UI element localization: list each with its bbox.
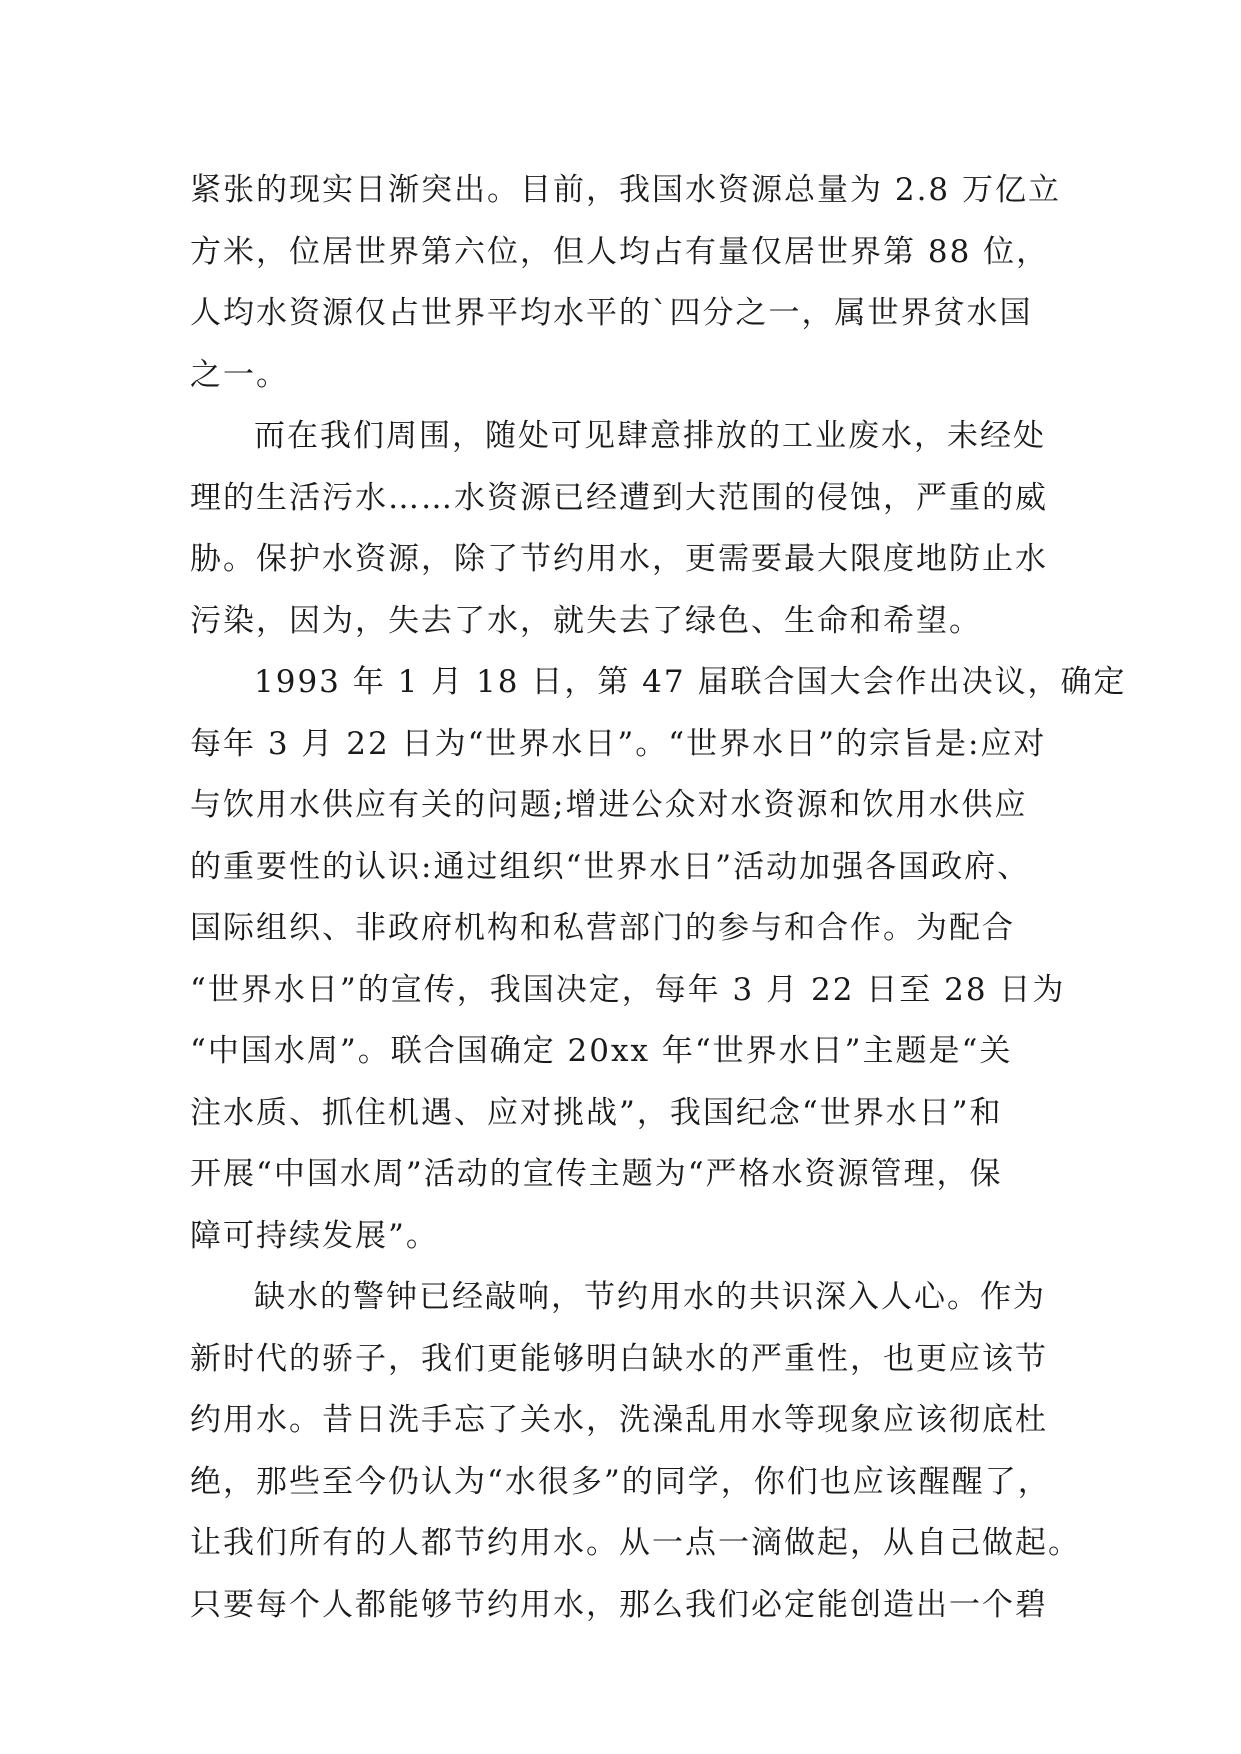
- text-line: 绝，那些至今仍认为“水很多”的同学，你们也应该醒醒了，: [190, 1463, 1051, 1500]
- paragraph-pollution: [190, 406, 1050, 652]
- text-line: 污染，因为，失去了水，就失去了绿色、生命和希望。: [190, 602, 982, 639]
- text-line: 约用水。昔日洗手忘了关水，洗澡乱用水等现象应该彻底杜: [190, 1402, 1048, 1438]
- text-line: “中国水周”。联合国确定 20xx 年“世界水日”主题是“关: [190, 1033, 1013, 1069]
- text-line: 缺水的警钟已经敲响，节约用水的共识深入人心。作为: [254, 1279, 1046, 1315]
- paragraph-conserve-water: [190, 1267, 1081, 1636]
- text-line: 开展“中国水周”活动的宣传主题为“严格水资源管理，保: [190, 1156, 1003, 1192]
- text-line: 胁。保护水资源，除了节约用水，更需要最大限度地防止水: [190, 541, 1048, 577]
- text-line: 紧张的现实日渐突出。目前，我国水资源总量为 2.8 万亿立: [190, 172, 1062, 208]
- text-line: 每年 3 月 22 日为“世界水日”。“世界水日”的宗旨是:应对: [190, 725, 1047, 762]
- text-line: 1993 年 1 月 18 日，第 47 届联合国大会作出决议，确定: [254, 664, 1127, 700]
- text-line: 方米，位居世界第六位，但人均占有量仅居世界第 88 位，: [190, 233, 1050, 270]
- text-line: 人均水资源仅占世界平均水平的`四分之一，属世界贫水国: [190, 295, 1033, 331]
- text-line: 障可持续发展”。: [190, 1217, 439, 1254]
- text-line: 之一。: [190, 356, 289, 393]
- text-line: 注水质、抓住机遇、应对挑战”，我国纪念“世界水日”和: [190, 1094, 1003, 1131]
- text-line: 而在我们周围，随处可见肆意排放的工业废水，未经处: [254, 418, 1046, 454]
- text-line: 国际组织、非政府机构和私营部门的参与和合作。为配合: [190, 910, 1015, 946]
- paragraph-world-water-day: [190, 652, 1127, 1267]
- paragraph-water-shortage: [190, 160, 1062, 406]
- text-line: 理的生活污水……水资源已经遭到大范围的侵蚀，严重的威: [190, 479, 1048, 516]
- text-line: 让我们所有的人都节约用水。从一点一滴做起，从自己做起。: [190, 1525, 1081, 1561]
- document-body: [190, 160, 1127, 1636]
- text-line: 只要每个人都能够节约用水，那么我们必定能创造出一个碧: [190, 1586, 1048, 1623]
- text-line: 与饮用水供应有关的问题;增进公众对水资源和饮用水供应: [190, 787, 1028, 823]
- text-line: “世界水日”的宣传，我国决定，每年 3 月 22 日至 28 日为: [190, 971, 1066, 1008]
- text-line: 的重要性的认识:通过组织“世界水日”活动加强各国政府、: [190, 848, 1031, 885]
- text-line: 新时代的骄子，我们更能够明白缺水的严重性，也更应该节: [190, 1340, 1048, 1377]
